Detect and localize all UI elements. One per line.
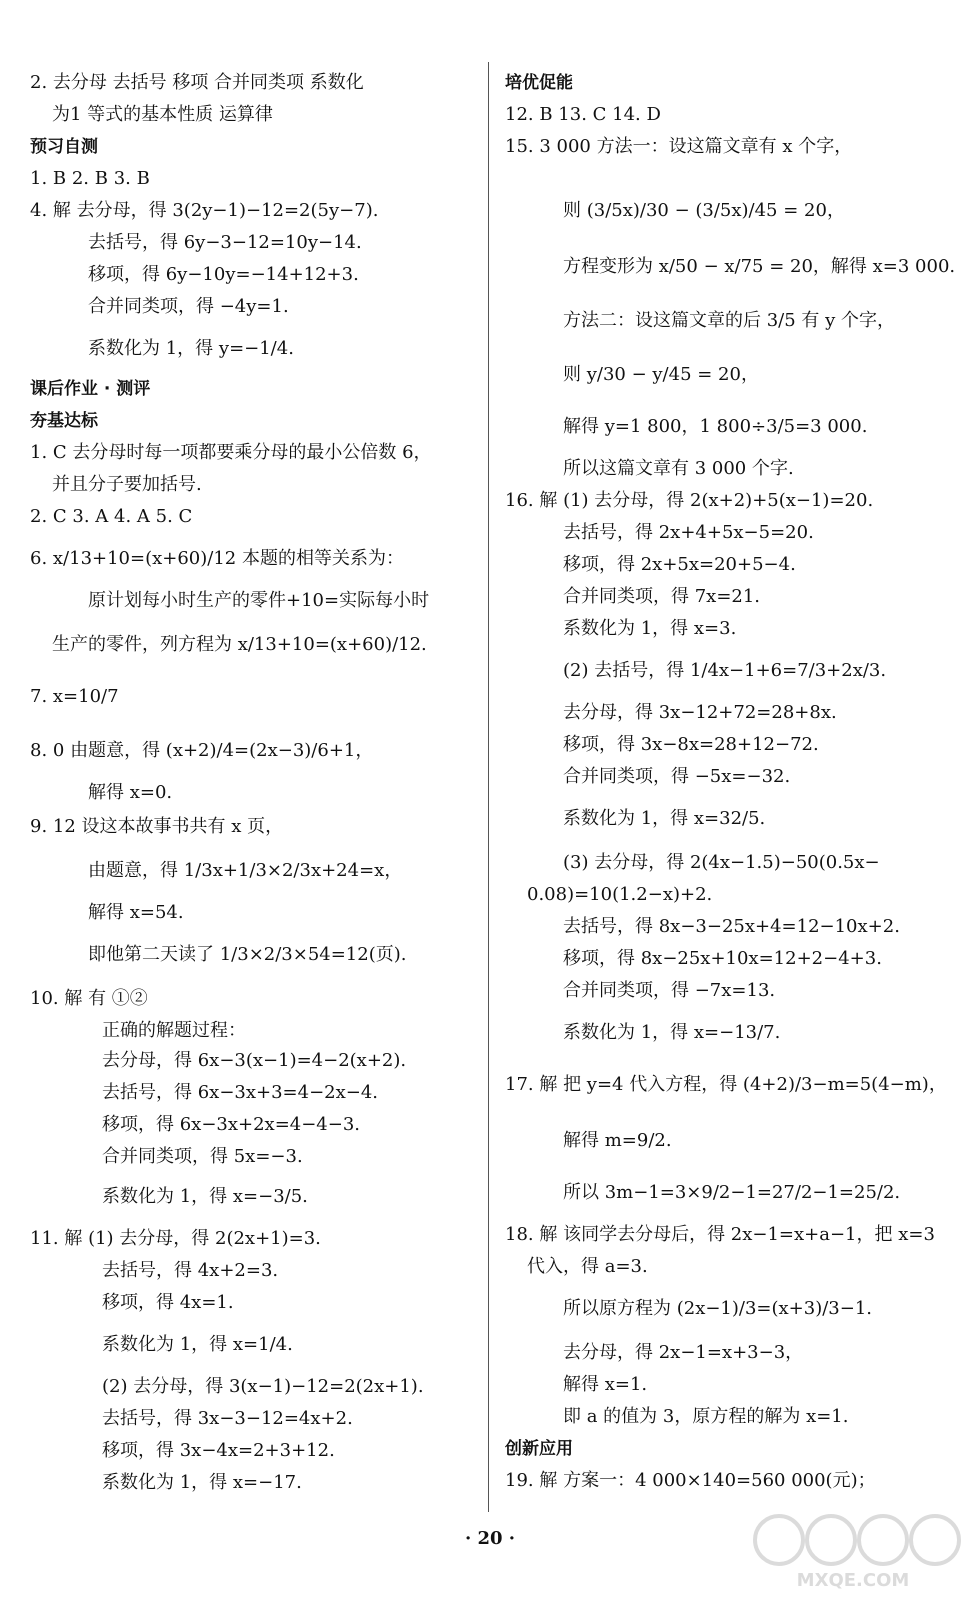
- answer-line: 由题意，得 1/3x+1/3×2/3x+24=x，: [88, 860, 403, 881]
- answer-line: 去分母，得 6x−3(x−1)=4−2(x+2).: [102, 1050, 407, 1071]
- answer-line: 7. x=10/7: [30, 686, 119, 707]
- answer-line: 移项，得 6y−10y=−14+12+3.: [88, 264, 359, 285]
- section-heading: 创新应用: [505, 1439, 573, 1459]
- answer-line: 系数化为 1，得 x=32/5.: [563, 808, 766, 829]
- answer-line: 移项，得 6x−3x+2x=4−4−3.: [102, 1114, 361, 1135]
- answer-line: (2) 去分母，得 3(x−1)−12=2(2x+1).: [102, 1376, 424, 1397]
- answer-line: 系数化为 1，得 y=−1/4.: [88, 338, 294, 359]
- answer-line: (2) 去括号，得 1/4x−1+6=7/3+2x/3.: [563, 660, 887, 681]
- answer-line: 移项，得 3x−4x=2+3+12.: [102, 1440, 335, 1461]
- answer-line: 方程变形为 x/50 − x/75 = 20，解得 x=3 000.: [563, 256, 956, 277]
- answer-line: 9. 12 设这本故事书共有 x 页，: [30, 816, 284, 837]
- answer-line: (3) 去分母，得 2(4x−1.5)−50(0.5x−: [563, 852, 880, 873]
- answer-line: 系数化为 1，得 x=−17.: [102, 1472, 302, 1493]
- answer-line: 去括号，得 6y−3−12=10y−14.: [88, 232, 362, 253]
- answer-line: 解得 x=1.: [563, 1374, 648, 1395]
- answer-line: 19. 解 方案一：4 000×140=560 000(元)；: [505, 1470, 876, 1491]
- answer-line: 原计划每小时生产的零件+10=实际每小时: [88, 590, 430, 611]
- answer-line: 1. C 去分母时每一项都要乘分母的最小公倍数 6，: [30, 442, 432, 463]
- answer-line: 并且分子要加括号.: [52, 474, 202, 495]
- watermark-text: MXQE.COM: [796, 1570, 910, 1590]
- answer-line: 系数化为 1，得 x=3.: [563, 618, 737, 639]
- answer-line: 方法二：设这篇文章的后 3/5 有 y 个字，: [563, 310, 896, 331]
- answer-line: 则 (3/5x)/30 − (3/5x)/45 = 20，: [563, 200, 845, 221]
- answer-line: 移项，得 3x−8x=28+12−72.: [563, 734, 819, 755]
- answer-line: 所以原方程为 (2x−1)/3=(x+3)/3−1.: [563, 1298, 873, 1319]
- answer-line: 15. 3 000 方法一：设这篇文章有 x 个字，: [505, 136, 853, 157]
- answer-line: 4. 解 去分母，得 3(2y−1)−12=2(5y−7).: [30, 200, 379, 221]
- answer-line: 则 y/30 − y/45 = 20，: [563, 364, 759, 385]
- answer-line: 6. x/13+10=(x+60)/12 本题的相等关系为：: [30, 548, 404, 569]
- answer-line: 合并同类项，得 5x=−3.: [102, 1146, 303, 1167]
- answer-line: 正确的解题过程：: [102, 1020, 246, 1041]
- answer-line: 移项，得 8x−25x+10x=12+2−4+3.: [563, 948, 882, 969]
- answer-line: 18. 解 该同学去分母后，得 2x−1=x+a−1，把 x=3: [505, 1224, 935, 1245]
- answer-line: 合并同类项，得 −7x=13.: [563, 980, 776, 1001]
- answer-line: 11. 解 (1) 去分母，得 2(2x+1)=3.: [30, 1228, 321, 1249]
- answer-line: 为1 等式的基本性质 运算律: [52, 104, 273, 125]
- answer-line: 系数化为 1，得 x=−13/7.: [563, 1022, 781, 1043]
- answer-line: 移项，得 2x+5x=20+5−4.: [563, 554, 796, 575]
- column-divider: [488, 62, 489, 1512]
- answer-line: 去括号，得 3x−3−12=4x+2.: [102, 1408, 353, 1429]
- answer-line: 即 a 的值为 3，原方程的解为 x=1.: [563, 1406, 849, 1427]
- answer-line: 系数化为 1，得 x=−3/5.: [102, 1186, 308, 1207]
- answer-line: 即他第二天读了 1/3×2/3×54=12(页).: [88, 944, 407, 965]
- answer-line: 0.08)=10(1.2−x)+2.: [527, 884, 713, 905]
- answer-line: 8. 0 由题意，得 (x+2)/4=(2x−3)/6+1，: [30, 740, 374, 761]
- section-heading: 课后作业 · 测评: [30, 379, 151, 399]
- answer-line: 16. 解 (1) 去分母，得 2(x+2)+5(x−1)=20.: [505, 490, 874, 511]
- answer-line: 生产的零件，列方程为 x/13+10=(x+60)/12.: [52, 634, 427, 655]
- answer-line: 解得 y=1 800，1 800÷3/5=3 000.: [563, 416, 868, 437]
- section-heading: 培优促能: [505, 73, 573, 93]
- answer-line: 合并同类项，得 −4y=1.: [88, 296, 289, 317]
- answer-line: 去分母，得 3x−12+72=28+8x.: [563, 702, 837, 723]
- answer-line: 去分母，得 2x−1=x+3−3，: [563, 1342, 804, 1363]
- answer-line: 17. 解 把 y=4 代入方程，得 (4+2)/3−m=5(4−m)，: [505, 1074, 947, 1095]
- answer-line: 合并同类项，得 7x=21.: [563, 586, 761, 607]
- answer-line: 代入，得 a=3.: [527, 1256, 648, 1277]
- answer-line: 系数化为 1，得 x=1/4.: [102, 1334, 293, 1355]
- answer-line: 解得 x=54.: [88, 902, 184, 923]
- answer-line: 合并同类项，得 −5x=−32.: [563, 766, 791, 787]
- answer-line: 去括号，得 8x−3−25x+4=12−10x+2.: [563, 916, 900, 937]
- watermark-logo: [741, 1506, 966, 1590]
- answer-line: 移项，得 4x=1.: [102, 1292, 234, 1313]
- answer-line: 所以 3m−1=3×9/2−1=27/2−1=25/2.: [563, 1182, 901, 1203]
- section-heading: 预习自测: [30, 137, 98, 157]
- answer-line: 解得 m=9/2.: [563, 1130, 672, 1151]
- page-number: · 20 ·: [464, 1528, 516, 1549]
- answer-line: 解得 x=0.: [88, 782, 173, 803]
- answer-line: 去括号，得 6x−3x+3=4−2x−4.: [102, 1082, 379, 1103]
- section-heading: 夯基达标: [30, 411, 98, 431]
- answer-line: 所以这篇文章有 3 000 个字.: [563, 458, 794, 479]
- answer-line: 10. 解 有 ①②: [30, 988, 148, 1009]
- answer-line: 12. B 13. C 14. D: [505, 104, 661, 125]
- answer-line: 去括号，得 4x+2=3.: [102, 1260, 279, 1281]
- answer-line: 2. C 3. A 4. A 5. C: [30, 506, 193, 527]
- answer-line: 2. 去分母 去括号 移项 合并同类项 系数化: [30, 72, 364, 93]
- answer-line: 去括号，得 2x+4+5x−5=20.: [563, 522, 814, 543]
- answer-line: 1. B 2. B 3. B: [30, 168, 150, 189]
